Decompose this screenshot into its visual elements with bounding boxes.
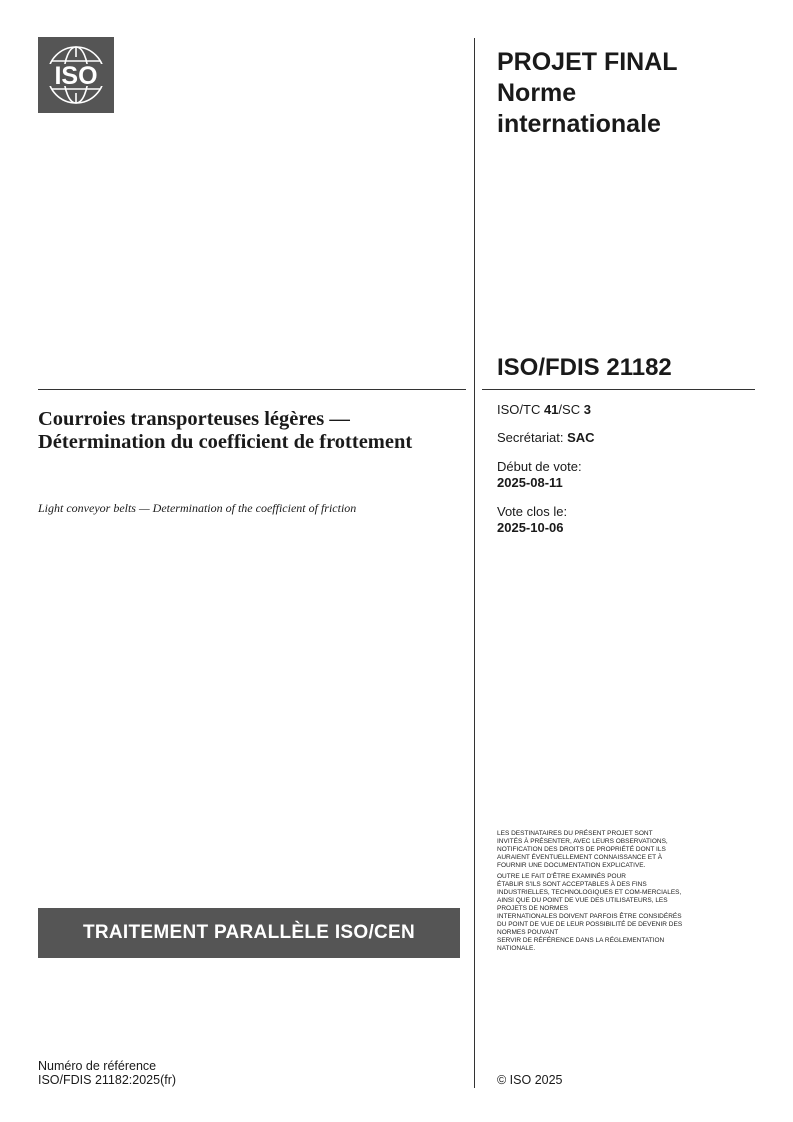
vote-start-info <box>497 459 582 491</box>
document-number: ISO/FDIS 21182 <box>497 354 672 381</box>
reference-number <box>38 1059 176 1087</box>
horizontal-divider-right <box>482 389 755 390</box>
copyright-notice: © ISO 2025 <box>497 1073 563 1087</box>
horizontal-divider-left <box>38 389 466 390</box>
parallel-processing-banner <box>38 908 460 958</box>
disclaimer-paragraph-1: LES DESTINATAIRES DU PRÉSENT PROJET SONT INVITÉS À PRÉSENTER, AVEC LEURS OBSERVATIONS, NOTIFICATION DES DROITS DE PROPRIÉTÉ DONT ILS AURAIENT ÉVENTUELLEMENT CONNAISSANCE ET À FOURNIR UNE DOCUMENTATION EXPLICATIVE. <box>497 830 668 869</box>
disclaimer-paragraph-2: OUTRE LE FAIT D'ÊTRE EXAMINÉS POUR ÉTABLIR S'ILS SONT ACCEPTABLES À DES FINS INDUSTRIELLES, TECHNOLOGIQUES ET COM-MERCIALES, AINSI QUE DU POINT DE VUE DES UTILISATEURS, LES PROJETS DE NORMES INTERNATIONALES DOIVENT PARFOIS ÊTRE CONSIDÉRÉS DU POINT DE VUE DE LEUR POSSIBILITÉ DE DEVENIR DES NORMES POUVANT SERVIR DE RÉFÉRENCE DANS LA RÉGLEMENTATION NATIONALE. <box>497 873 683 952</box>
title-english: Light conveyor belts — Determination of the coefficient of friction <box>38 501 357 515</box>
reference-value: ISO/FDIS 21182:2025(fr) <box>38 1073 177 1087</box>
sc-prefix: /SC <box>558 402 584 417</box>
secretariat-label: Secrétariat: <box>497 430 568 445</box>
reference-label: Numéro de référence <box>38 1059 157 1073</box>
heading-line-norme: Norme <box>497 79 577 107</box>
vote-end-info <box>497 504 567 536</box>
tc-prefix: ISO/TC <box>497 402 544 417</box>
sc-number: 3 <box>583 402 591 417</box>
disclaimer-notice <box>497 830 755 956</box>
vote-end-label: Vote clos le: <box>497 504 568 519</box>
document-heading <box>497 47 767 140</box>
secretariat-value: SAC <box>567 430 595 445</box>
iso-logo <box>38 37 114 113</box>
vote-end-date: 2025-10-06 <box>497 520 564 535</box>
iso-globe-icon <box>38 37 114 113</box>
committee-info <box>497 402 591 418</box>
heading-line-internationale: internationale <box>497 110 661 138</box>
iso-logo-text: ISO <box>54 62 98 90</box>
secretariat-info <box>497 430 595 446</box>
heading-line-projet-final: PROJET FINAL <box>497 48 678 76</box>
vote-start-date: 2025-08-11 <box>497 475 563 490</box>
vote-start-label: Début de vote: <box>497 459 582 474</box>
title-french: Courroies transporteuses légères — Détermination du coefficient de frottement <box>38 408 413 453</box>
banner-text: TRAITEMENT PARALLÈLE ISO/CEN <box>82 922 416 943</box>
tc-number: 41 <box>543 402 559 417</box>
vertical-divider <box>474 38 475 1088</box>
